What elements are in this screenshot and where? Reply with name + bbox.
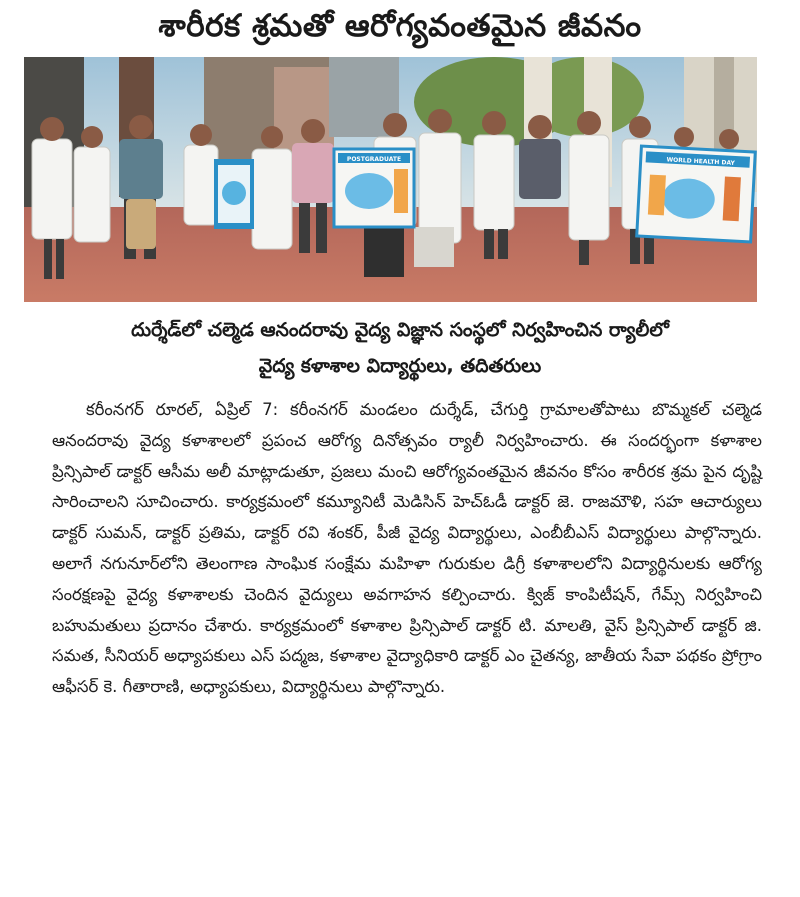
caption-line-1: దుర్శేడ్‌లో చల్మెడ ఆనందరావు వైద్య విజ్ఞాన సంస్థలో నిర్వహించిన ర్యాలీలో: [131, 319, 669, 341]
article-dateline: కరీంనగర్ రూరల్, ఏప్రిల్ 7:: [86, 400, 279, 419]
caption-line-2: వైద్య కళాశాల విద్యార్థులు, తదితరులు: [258, 355, 542, 377]
headline: శారీరక శ్రమతో ఆరోగ్యవంతమైన జీవనం: [158, 8, 642, 44]
article-paragraph: [52, 395, 762, 703]
photo-caption: [30, 312, 770, 384]
banner-center: [334, 149, 414, 227]
article-body: [52, 395, 762, 703]
rally-photo-illustration: [24, 57, 757, 302]
banner-left: [214, 159, 254, 229]
article-text: కరీంనగర్ మండలం దుర్శేడ్, చేగుర్తి గ్రామాలతోపాటు బొమ్మకల్ చల్మెడ ఆనందరావు వైద్య కళాశాలలో ప్రపంచ ఆరోగ్య దినోత్సవం ర్యాలీ నిర్వహించారు. ఈ సందర్భంగా కళాశాల ప్రిన్సిపాల్ డాక్టర్ ఆసీమ అలీ మాట్లాడుతూ, ప్రజలు మంచి ఆరోగ్యవంతమైన జీవనం కోసం శారీరక శ్రమ పైన దృష్టి సారించాలని సూచించారు. కార్యక్రమంలో కమ్యూనిటీ మెడిసిన్ హెచ్ఓడీ డాక్టర్ జె. రాజమౌళి, సహ ఆచార్యులు డాక్టర్ సుమన్, డాక్టర్ ప్రతిమ, డాక్టర్ రవి శంకర్, పీజీ వైద్య విద్యార్థులు, ఎంబీబీఎస్ విద్యార్థులు పాల్గొన్నారు. అలాగే నగునూర్‌లోని తెలంగాణ సాంఘిక సంక్షేమ మహిళా గురుకుల డిగ్రీ కళాశాలలోని విద్యార్థినులకు ఆరోగ్య సంరక్షణపై వైద్య కళాశాలకు చెందిన వైద్యులు అవగాహన కల్పించారు. క్విజ్ కాంపిటీషన్, గేమ్స్ నిర్వహించి బహుమతులు ప్రదానం చేశారు. కార్యక్రమంలో కళాశాల ప్రిన్సిపాల్ డాక్టర్ టి. మాలతి, వైస్ ప్రిన్సిపాల్ డాక్టర్ జి. సమత, సీనియర్ అధ్యాపకులు ఎస్ పద్మజ, కళాశాల వైద్యాధికారి డాక్టర్ ఎం చైతన్య, జాతీయ సేవా పథకం ప్రోగ్రాం ఆఫీసర్ కె. గీతారాణి, అధ్యాపకులు, విద్యార్థినులు పాల్గొన్నారు.: [52, 400, 762, 697]
banner-right-title: WORLD HEALTH DAY: [666, 156, 736, 167]
banner-right: [637, 146, 756, 242]
banner-center-title: POSTGRADUATE: [346, 156, 402, 163]
rally-photo: [24, 57, 757, 302]
